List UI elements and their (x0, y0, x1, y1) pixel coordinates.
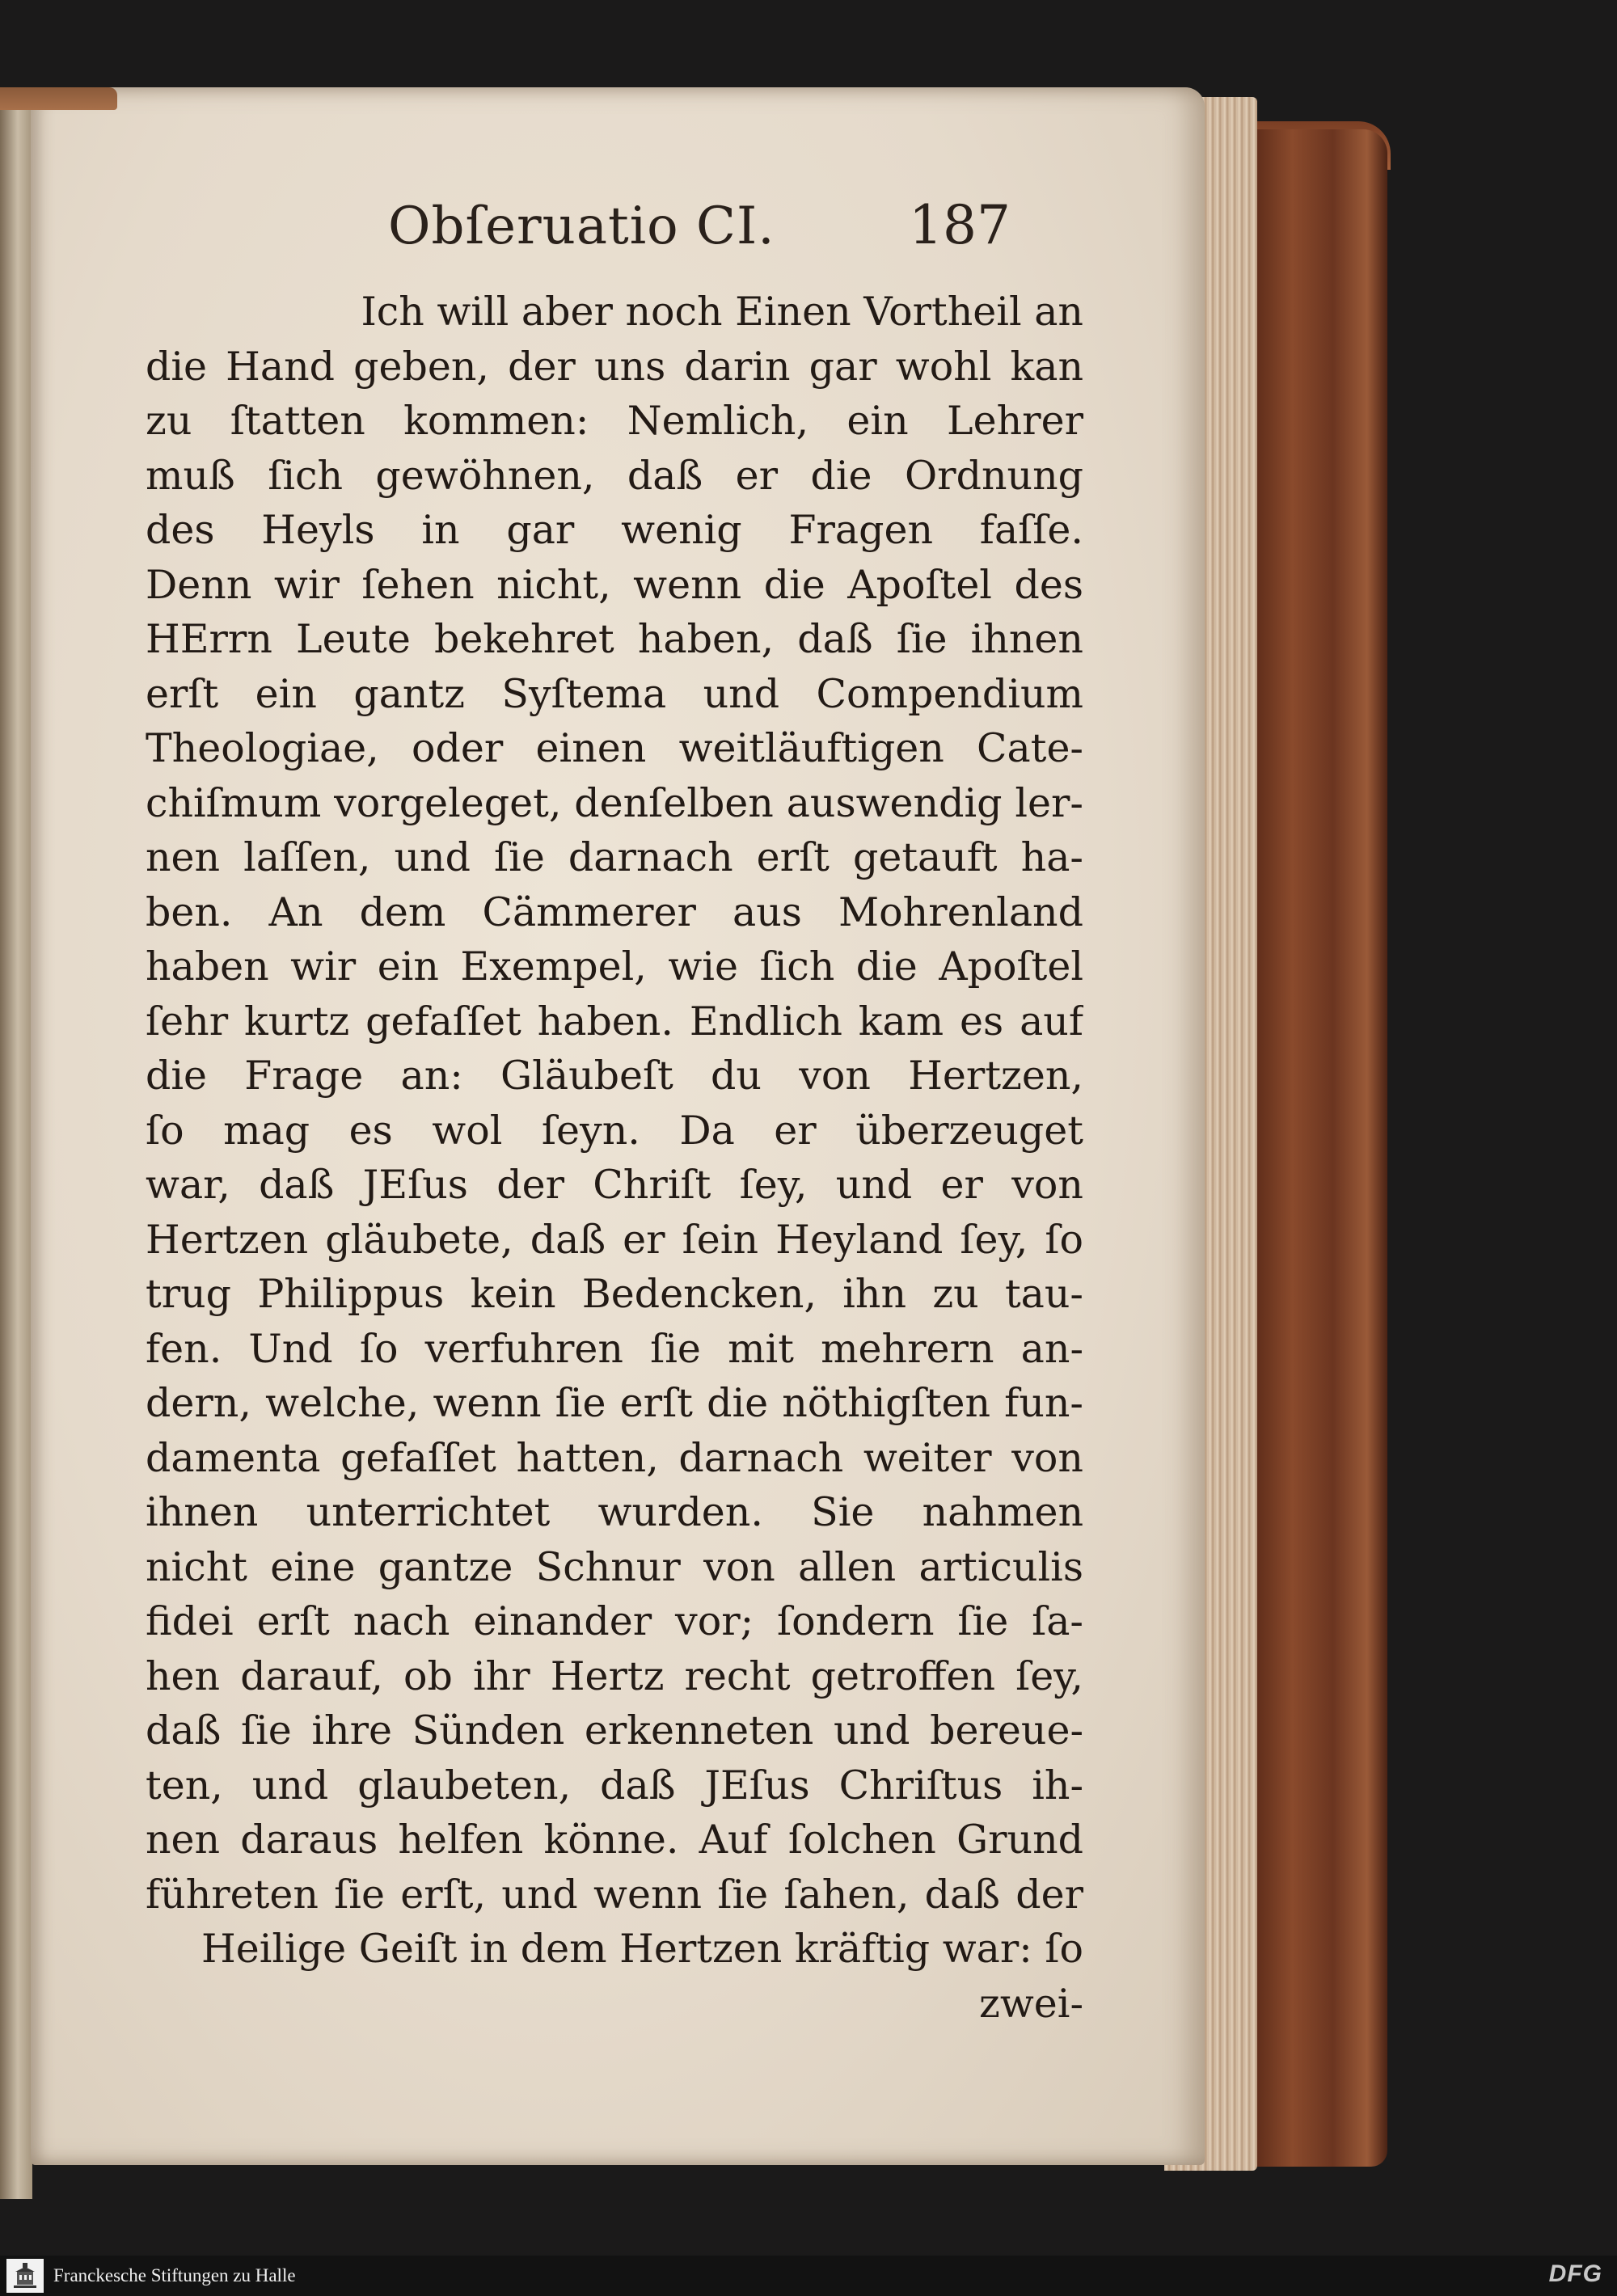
institution-logo-icon (6, 2259, 44, 2293)
text-line: trug Philippus kein Bedencken, ihn zu tau- (146, 1271, 1083, 1317)
text-line: fidei erſt nach einander vor; ſondern ſie ſa- (146, 1598, 1083, 1644)
text-line: nen daraus helfen könne. Auf ſolchen Grund (146, 1817, 1083, 1863)
dfg-logo: DFG (1548, 2260, 1602, 2287)
text-line: die Frage an: Gläubeſt du von Hertzen, (146, 1053, 1083, 1099)
text-line: chiſmum vorgeleget, denſelben auswendig ler- (146, 779, 1083, 826)
text-line: dern, welche, wenn ſie erſt die nöthigſten fun- (146, 1380, 1083, 1426)
page-header (388, 194, 1011, 267)
text-line: Denn wir ſehen nicht, wenn die Apoſtel des (146, 561, 1083, 608)
text-line: Heilige Geiſt in dem Hertzen kräftig war: ſo (201, 1926, 1083, 1972)
text-line: ſo mag es wol ſeyn. Da er überzeuget (146, 1107, 1083, 1154)
text-line: fen. Und ſo verfuhren ſie mit mehrern an- (146, 1325, 1083, 1372)
text-line: des Heyls in gar wenig Fragen faſſe. (146, 507, 1083, 553)
text-line: damenta gefaſſet hatten, darnach weiter von (146, 1434, 1083, 1481)
text-line: muß ſich gewöhnen, daß er die Ordnung (146, 452, 1083, 499)
institution-name: Franckesche Stiftungen zu Halle (53, 2265, 296, 2285)
text-line: zu ſtatten kommen: Nemlich, ein Lehrer (146, 398, 1083, 444)
text-line: ſehr kurtz gefaſſet haben. Endlich kam es auf (146, 998, 1083, 1045)
text-line: die Hand geben, der uns darin gar wohl kan (146, 343, 1083, 390)
text-line: Theologiae, oder einen weitläuftigen Cate- (146, 725, 1083, 771)
text-line: HErrn Leute bekehret haben, daß ſie ihnen (146, 616, 1083, 662)
page-number: 187 (909, 194, 1011, 256)
text-line: haben wir ein Exempel, wie ſich die Apoſtel (146, 943, 1083, 990)
footer-bar (0, 2256, 1617, 2296)
text-line: nicht eine gantze Schnur von allen articulis (146, 1543, 1083, 1590)
back-cover (1252, 129, 1387, 2167)
binding-corner (0, 87, 117, 110)
text-line: ihnen unterrichtet wurden. Sie nahmen (146, 1489, 1083, 1535)
text-line: daß ſie ihre Sünden erkenneten und bereue- (146, 1707, 1083, 1754)
text-line: erſt ein gantz Syſtema und Compendium (146, 670, 1083, 717)
book-spine-strip (0, 89, 32, 2199)
text-line: nen laſſen, und ſie darnach erſt getauft ha- (146, 834, 1083, 880)
text-line: ben. An dem Cämmerer aus Mohrenland (146, 888, 1083, 935)
catchword: zwei- (979, 1980, 1083, 2027)
running-head: Obſeruatio CI. (388, 196, 775, 256)
text-line: Hertzen gläubete, daß er ſein Heyland ſey, ſo (146, 1216, 1083, 1263)
text-line: ten, und glaubeten, daß JEſus Chriſtus ih- (146, 1762, 1083, 1809)
text-line: führeten ſie erſt, und wenn ſie ſahen, daß der (146, 1871, 1083, 1918)
text-line: Ich will aber noch Einen Vortheil an (361, 289, 1083, 335)
text-line: war, daß JEſus der Chriſt ſey, und er von (146, 1162, 1083, 1208)
body-text (146, 285, 1083, 2031)
text-line: hen darauf, ob ihr Hertz recht getroffen ſey, (146, 1652, 1083, 1699)
